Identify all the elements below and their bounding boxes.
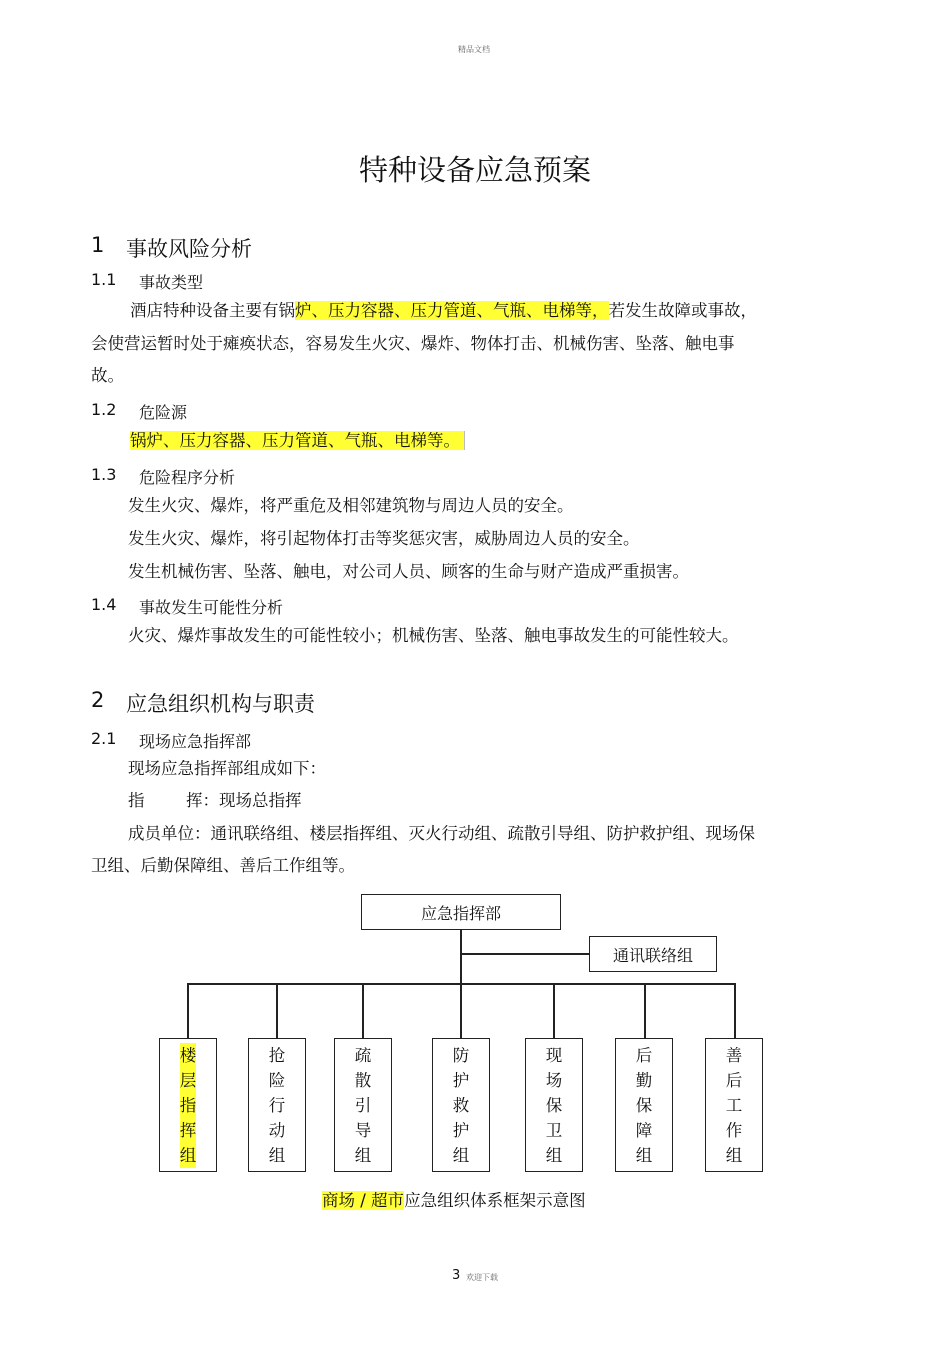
org-group-char: 险 — [268, 1071, 286, 1090]
section-1-1-heading: 事故类型 — [139, 273, 204, 292]
org-group-char: 组 — [354, 1146, 372, 1165]
section-1-4-heading: 事故发生可能性分析 — [139, 598, 284, 617]
org-group-char: 保 — [545, 1096, 563, 1115]
org-group-char: 指 — [179, 1096, 197, 1115]
org-group-char: 层 — [179, 1071, 197, 1090]
org-group-label — [335, 1043, 391, 1168]
section-2-number: 2 — [91, 688, 105, 712]
org-group-char: 防 — [452, 1046, 470, 1065]
org-group-char: 护 — [452, 1071, 470, 1090]
text-run: 若发生故障或事故， — [608, 301, 757, 320]
org-group-char: 导 — [354, 1121, 372, 1140]
connector-line — [553, 983, 555, 1038]
org-group-char: 作 — [725, 1121, 743, 1140]
section-1-2-number: 1.2 — [91, 400, 117, 419]
paragraph-1-3-line-1: 发生火灾、爆炸，将严重危及相邻建筑物与周边人员的安全。 — [128, 496, 574, 515]
org-group-label — [433, 1043, 489, 1168]
org-group-char: 动 — [268, 1121, 286, 1140]
page-number: 3 — [452, 1268, 461, 1283]
paragraph-1-1-line-3: 故。 — [91, 366, 124, 385]
org-group-char: 勤 — [635, 1071, 653, 1090]
connector-line — [362, 983, 364, 1038]
org-group-char: 挥 — [179, 1121, 197, 1140]
org-group-char: 后 — [635, 1046, 653, 1065]
org-side-box: 通讯联络组 — [589, 936, 717, 972]
org-group-box — [615, 1038, 673, 1172]
org-group-char: 护 — [452, 1121, 470, 1140]
org-group-char: 组 — [725, 1146, 743, 1165]
org-group-char: 救 — [452, 1096, 470, 1115]
org-group-char: 组 — [179, 1146, 197, 1165]
org-group-char: 组 — [268, 1146, 286, 1165]
org-chart-caption — [322, 1191, 586, 1211]
org-group-char: 场 — [545, 1071, 563, 1090]
org-group-char: 工 — [725, 1096, 743, 1115]
org-group-char: 善 — [725, 1046, 743, 1065]
org-group-label — [249, 1043, 305, 1168]
section-1-1-number: 1.1 — [91, 270, 117, 289]
paragraph-1-1-line-1 — [130, 301, 757, 321]
org-group-char: 组 — [545, 1146, 563, 1165]
commander-value: 挥：现场总指挥 — [186, 791, 302, 810]
section-1-3-number: 1.3 — [91, 465, 117, 484]
highlighted-text: 炉、压力容器、压力管道、气瓶、电梯等， — [295, 301, 609, 320]
section-1-3-heading: 危险程序分析 — [139, 468, 236, 487]
org-group-box — [248, 1038, 306, 1172]
org-group-box — [525, 1038, 583, 1172]
org-group-char: 卫 — [545, 1121, 563, 1140]
commander-label: 指 — [128, 791, 145, 810]
paragraph-2-1-line-3: 成员单位：通讯联络组、楼层指挥组、灭火行动组、疏散引导组、防护救护组、现场保 — [128, 824, 755, 843]
org-group-char: 后 — [725, 1071, 743, 1090]
org-group-label — [706, 1043, 762, 1168]
section-1-number: 1 — [91, 233, 105, 257]
org-group-char: 行 — [268, 1096, 286, 1115]
org-group-box — [159, 1038, 217, 1172]
org-group-box — [432, 1038, 490, 1172]
org-group-char: 障 — [635, 1121, 653, 1140]
paragraph-1-3-line-2: 发生火灾、爆炸，将引起物体打击等奖惩灾害，威胁周边人员的安全。 — [128, 529, 640, 548]
text-run: 酒店特种设备主要有锅 — [130, 301, 295, 320]
section-1-heading: 事故风险分析 — [126, 237, 252, 261]
highlighted-text: 商场 / 超市 — [322, 1191, 405, 1210]
org-group-char: 保 — [635, 1096, 653, 1115]
header-watermark: 精品文档 — [458, 45, 490, 54]
paragraph-1-3-line-3: 发生机械伤害、坠落、触电，对公司人员、顾客的生命与财产造成严重损害。 — [128, 562, 689, 581]
connector-line — [460, 953, 590, 955]
connector-line — [644, 983, 646, 1038]
org-group-label — [526, 1043, 582, 1168]
org-group-char: 组 — [452, 1146, 470, 1165]
section-1-4-number: 1.4 — [91, 595, 117, 614]
org-group-box — [334, 1038, 392, 1172]
org-group-char: 散 — [354, 1071, 372, 1090]
section-1-2-heading: 危险源 — [139, 403, 188, 422]
org-top-box: 应急指挥部 — [361, 894, 561, 930]
connector-line — [187, 983, 189, 1038]
section-2-1-heading: 现场应急指挥部 — [139, 732, 252, 751]
connector-line — [734, 983, 736, 1038]
paragraph-2-1-line-1: 现场应急指挥部组成如下： — [128, 759, 326, 778]
org-group-char: 楼 — [179, 1046, 197, 1065]
paragraph-1-1-line-2: 会使营运暂时处于瘫痪状态，容易发生火灾、爆炸、物体打击、机械伤害、坠落、触电事 — [91, 334, 735, 353]
org-group-char: 组 — [635, 1146, 653, 1165]
section-2-1-number: 2.1 — [91, 729, 117, 748]
paragraph-2-1-line-4: 卫组、后勤保障组、善后工作组等。 — [91, 856, 355, 875]
org-group-label — [616, 1043, 672, 1168]
org-group-char: 疏 — [354, 1046, 372, 1065]
highlighted-text: 锅炉、压力容器、压力管道、气瓶、电梯等。 — [130, 431, 465, 450]
footer-note: 欢迎下载 — [466, 1273, 498, 1282]
org-group-label — [180, 1043, 197, 1168]
connector-line — [276, 983, 278, 1038]
paragraph-1-2 — [130, 431, 465, 451]
org-group-char: 抢 — [268, 1046, 286, 1065]
connector-line — [460, 983, 462, 1038]
org-group-char: 现 — [545, 1046, 563, 1065]
paragraph-1-4-line-1: 火灾、爆炸事故发生的可能性较小；机械伤害、坠落、触电事故发生的可能性较大。 — [128, 626, 739, 645]
page-title: 特种设备应急预案 — [358, 153, 591, 187]
org-group-char: 引 — [354, 1096, 372, 1115]
text-run: 应急组织体系框架示意图 — [404, 1191, 586, 1210]
org-group-box — [705, 1038, 763, 1172]
section-2-heading: 应急组织机构与职责 — [126, 692, 315, 716]
connector-line — [460, 930, 462, 983]
